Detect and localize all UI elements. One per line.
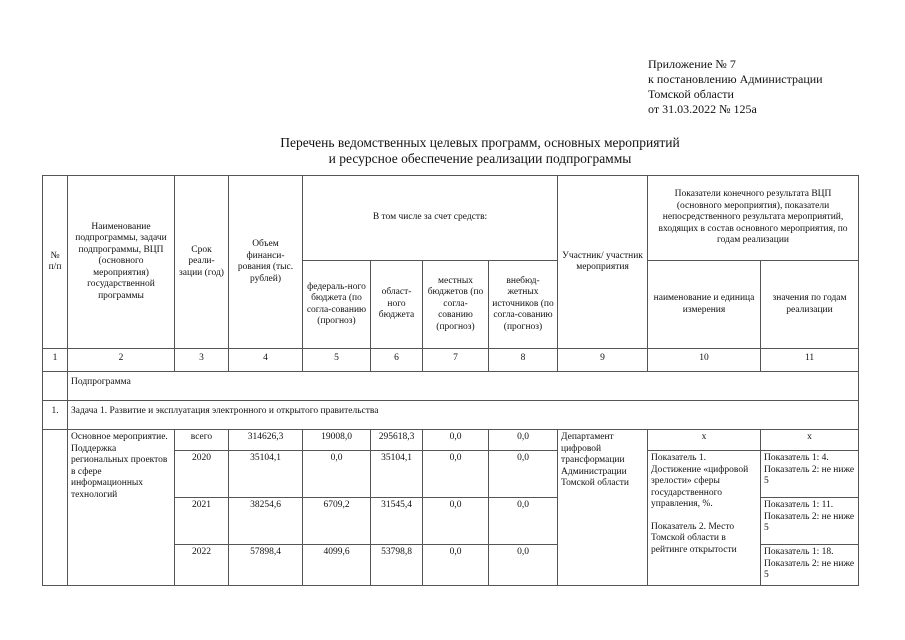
task-row — [43, 401, 859, 430]
measure-participant: Департамент цифровой трансформации Администрации Томской области — [558, 430, 648, 586]
indicator-1: Показатель 1. Достижение «цифровой зрелости» сферы государственного управления, %. — [651, 453, 749, 509]
header-num: № п/п — [43, 176, 68, 349]
header-name: Наименование подпрограммы, задачи подпрограммы, ВЦП (основного мероприятия) государственной программы — [68, 176, 175, 349]
col-number: 6 — [371, 349, 423, 372]
col-number: 9 — [558, 349, 648, 372]
measure-row-total — [43, 430, 859, 451]
indicator-x: х — [648, 430, 761, 451]
appendix-line: от 31.03.2022 № 125а — [648, 102, 757, 116]
task-text: Задача 1. Развитие и эксплуатация электронного и открытого правительства — [68, 401, 859, 430]
subprogram-row — [43, 372, 859, 401]
subprogram-label: Подпрограмма — [68, 372, 859, 401]
cell-external: 0,0 — [489, 451, 558, 498]
cell-year: 2020 — [175, 451, 229, 498]
col-number: 10 — [648, 349, 761, 372]
cell-federal: 4099,6 — [303, 545, 371, 586]
cell-total: 57898,4 — [229, 545, 303, 586]
indicator-values-2020: Показатель 1: 4. Показатель 2: не ниже 5 — [761, 451, 859, 498]
cell-federal: 19008,0 — [303, 430, 371, 451]
col-number: 3 — [175, 349, 229, 372]
appendix-line: Томской области — [648, 87, 734, 101]
cell-regional: 35104,1 — [371, 451, 423, 498]
cell-total: 35104,1 — [229, 451, 303, 498]
values-x: х — [761, 430, 859, 451]
cell-local: 0,0 — [423, 498, 489, 545]
cell-regional: 295618,3 — [371, 430, 423, 451]
col-number: 4 — [229, 349, 303, 372]
header-funds-group: В том числе за счет средств: — [303, 176, 558, 261]
cell-federal: 0,0 — [303, 451, 371, 498]
title-line-1: Перечень ведомственных целевых программ, основных мероприятий — [280, 135, 680, 150]
cell-external: 0,0 — [489, 498, 558, 545]
col-number: 7 — [423, 349, 489, 372]
header-regional: област-ного бюджета — [371, 261, 423, 349]
header-external: внебюд-жетных источников (по согла-сованию (прогноз) — [489, 261, 558, 349]
indicator-values-2022: Показатель 1: 18. Показатель 2: не ниже 5 — [761, 545, 859, 586]
cell-external: 0,0 — [489, 545, 558, 586]
task-number: 1. — [43, 401, 68, 430]
program-table — [42, 175, 859, 586]
header-indicator-values: значения по годам реализации — [761, 261, 859, 349]
indicator-2: Показатель 2. Место Томской области в рейтинге открытости — [651, 521, 737, 555]
cell-local: 0,0 — [423, 430, 489, 451]
column-number-row — [43, 349, 859, 372]
cell-local: 0,0 — [423, 545, 489, 586]
cell-regional: 53798,8 — [371, 545, 423, 586]
cell-year: 2022 — [175, 545, 229, 586]
cell-year: 2021 — [175, 498, 229, 545]
indicator-values-2021: Показатель 1: 11. Показатель 2: не ниже 5 — [761, 498, 859, 545]
cell-regional: 31545,4 — [371, 498, 423, 545]
appendix-block — [648, 57, 823, 117]
col-number: 11 — [761, 349, 859, 372]
cell-total: 38254,6 — [229, 498, 303, 545]
col-number: 8 — [489, 349, 558, 372]
cell-federal: 6709,2 — [303, 498, 371, 545]
appendix-line: к постановлению Администрации — [648, 72, 823, 86]
header-federal: федераль-ного бюджета (по согла-сованию (прогноз) — [303, 261, 371, 349]
indicator-description — [648, 451, 761, 586]
header-volume: Объем финанси-рования (тыс. рублей) — [229, 176, 303, 349]
appendix-line: Приложение № 7 — [648, 57, 736, 71]
header-term: Срок реали-зации (год) — [175, 176, 229, 349]
header-indicator-name: наименование и единица измерения — [648, 261, 761, 349]
col-number: 2 — [68, 349, 175, 372]
document-title — [0, 135, 905, 167]
header-local: местных бюджетов (по согла-сованию (прогноз) — [423, 261, 489, 349]
cell-external: 0,0 — [489, 430, 558, 451]
header-indicators-group: Показатели конечного результата ВЦП (основного мероприятия), показатели непосредственного результата мероприятий, входящих в состав основного мероприятия, по годам реализации — [648, 176, 859, 261]
title-line-2: и ресурсное обеспечение реализации подпрограммы — [328, 151, 632, 166]
measure-name: Основное мероприятие. Поддержка региональных проектов в сфере информационных технологий — [68, 430, 175, 586]
cell-local: 0,0 — [423, 451, 489, 498]
cell-total: 314626,3 — [229, 430, 303, 451]
cell-year: всего — [175, 430, 229, 451]
col-number: 5 — [303, 349, 371, 372]
header-participant: Участник/ участник мероприятия — [558, 176, 648, 349]
col-number: 1 — [43, 349, 68, 372]
